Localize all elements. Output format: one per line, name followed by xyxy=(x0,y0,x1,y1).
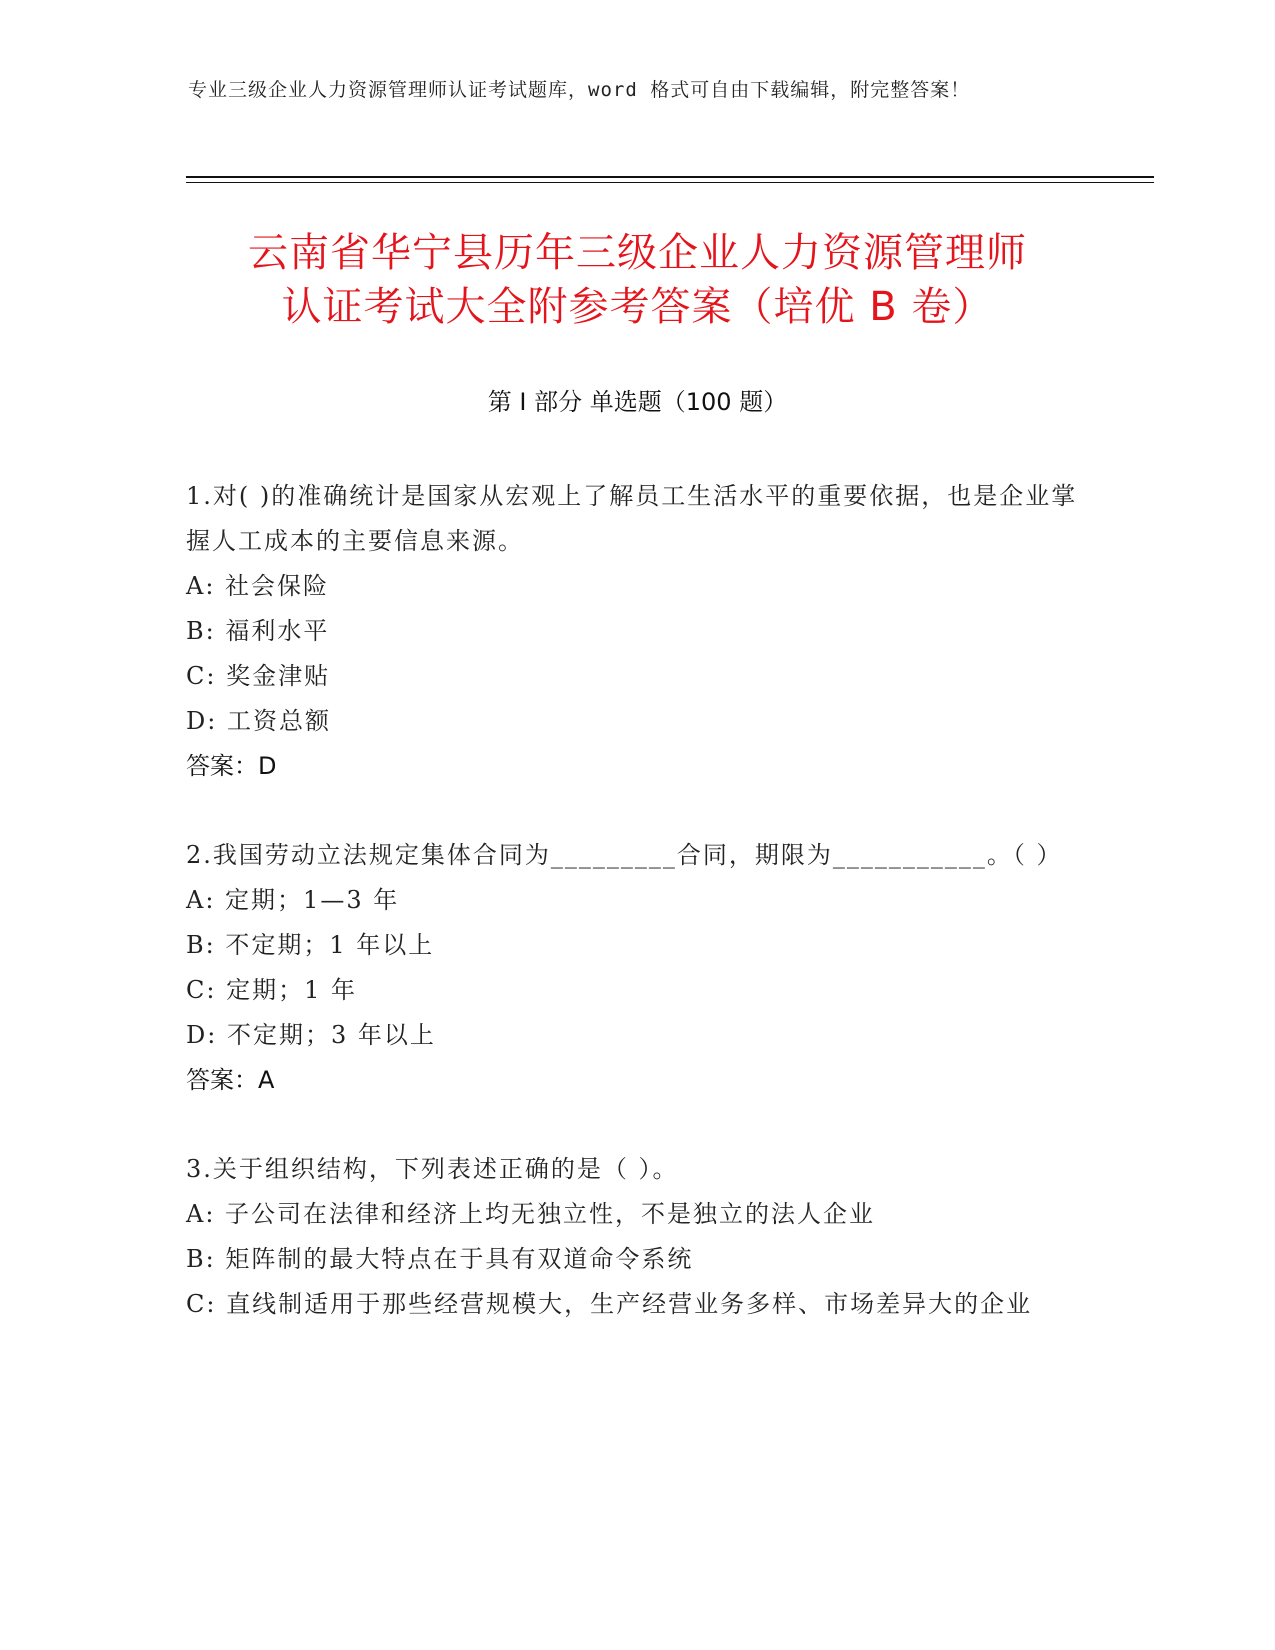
option-c: C: 奖金津贴 xyxy=(186,662,331,690)
question-text: 3.关于组织结构，下列表述正确的是（ ）。 xyxy=(186,1155,679,1183)
question-list xyxy=(186,474,1086,1371)
option-a: A: 社会保险 xyxy=(186,572,330,600)
option-b: B: 矩阵制的最大特点在于具有双道命令系统 xyxy=(186,1245,694,1273)
question-3 xyxy=(186,1147,1086,1327)
question-text: 2.我国劳动立法规定集体合同为_________合同，期限为___________。（ ） xyxy=(186,841,1063,869)
question-text: 1.对( )的准确统计是国家从宏观上了解员工生活水平的重要依据，也是企业掌握人工成本的主要信息来源。 xyxy=(186,482,1078,555)
option-a: A: 子公司在法律和经济上均无独立性，不是独立的法人企业 xyxy=(186,1200,876,1228)
answer: 答案：A xyxy=(186,1066,275,1094)
section-title: 第 I 部分 单选题（100 题） xyxy=(487,388,788,416)
option-c: C: 定期；1 年 xyxy=(186,976,357,1004)
header-note: 专业三级企业人力资源管理师认证考试题库，word 格式可自由下载编辑，附完整答案！ xyxy=(188,79,971,101)
option-c: C: 直线制适用于那些经营规模大，生产经营业务多样、市场差异大的企业 xyxy=(186,1290,1033,1318)
document-title xyxy=(150,226,1125,334)
header-divider-thick xyxy=(186,176,1154,178)
option-d: D: 工资总额 xyxy=(186,707,331,735)
option-b: B: 不定期；1 年以上 xyxy=(186,931,435,959)
question-2 xyxy=(186,833,1086,1103)
option-d: D: 不定期；3 年以上 xyxy=(186,1021,436,1049)
answer: 答案：D xyxy=(186,752,277,780)
document-title-line-1: 云南省华宁县历年三级企业人力资源管理师 xyxy=(248,230,1027,276)
question-1 xyxy=(186,474,1086,789)
header-divider-thin xyxy=(186,182,1154,183)
document-title-line-2: 认证考试大全附参考答案（培优 B 卷） xyxy=(281,284,994,330)
option-a: A: 定期；1—3 年 xyxy=(186,886,400,914)
option-b: B: 福利水平 xyxy=(186,617,330,645)
